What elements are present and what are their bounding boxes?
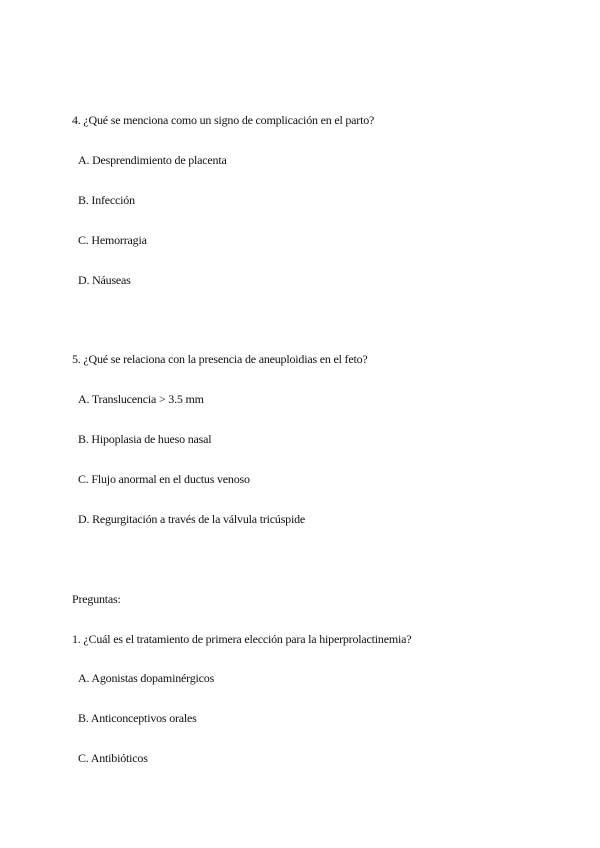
question-1-option-b: B. Anticonceptivos orales — [78, 711, 197, 725]
question-4-option-b: B. Infección — [78, 193, 135, 207]
question-1-option-a: A. Agonistas dopaminérgicos — [78, 671, 215, 685]
question-4-option-c: C. Hemorragia — [78, 233, 147, 247]
question-5-option-b: B. Hipoplasia de hueso nasal — [78, 432, 212, 446]
question-1-option-c: C. Antibióticos — [78, 751, 148, 765]
question-4-option-a: A. Desprendimiento de placenta — [78, 153, 227, 167]
question-5-text: 5. ¿Qué se relaciona con la presencia de aneuploidias en el feto? — [72, 352, 368, 366]
question-1-text: 1. ¿Cuál es el tratamiento de primera elección para la hiperprolactinemia? — [72, 632, 412, 646]
section-heading: Preguntas: — [72, 592, 121, 606]
question-4-text: 4. ¿Qué se menciona como un signo de complicación en el parto? — [72, 113, 375, 127]
question-5-option-a: A. Translucencia > 3.5 mm — [78, 392, 204, 406]
question-5-option-d: D. Regurgitación a través de la válvula tricúspide — [78, 512, 306, 526]
question-5-option-c: C. Flujo anormal en el ductus venoso — [78, 472, 250, 486]
question-4-option-d: D. Náuseas — [78, 273, 131, 287]
